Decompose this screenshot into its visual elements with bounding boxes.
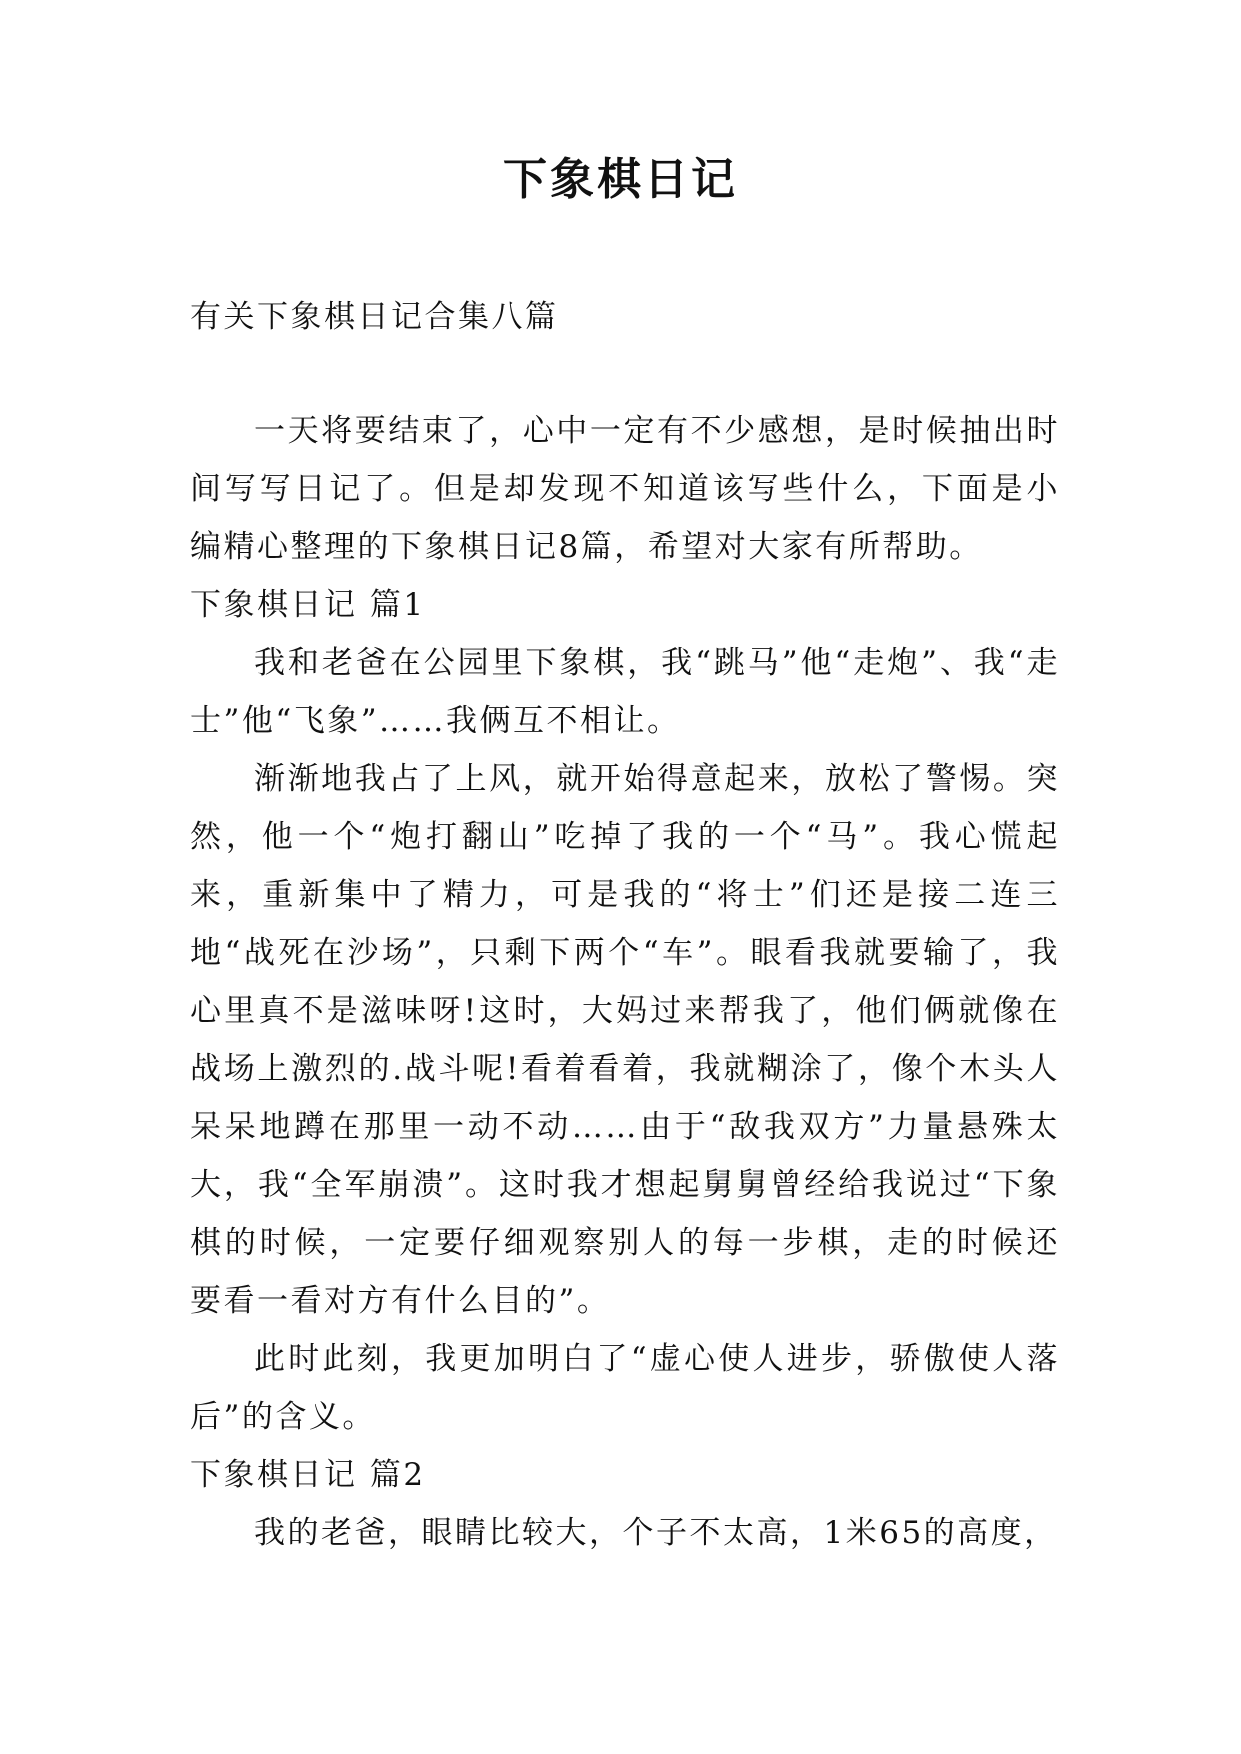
paragraph: 渐渐地我占了上风，就开始得意起来，放松了警惕。突然，他一个“炮打翻山”吃掉了我的一个“马”。我心慌起来，重新集中了精力，可是我的“将士”们还是接二连三地“战死在沙场”，只剩下两个“车”。眼看我就要输了，我心里真不是滋味呀!这时，大妈过来帮我了，他们俩就像在战场上激烈的.战斗呢!看着看着，我就糊涂了，像个木头人呆呆地蹲在那里一动不动……由于“敌我双方”力量悬殊太大，我“全军崩溃”。这时我才想起舅舅曾经给我说过“下象棋的时候，一定要仔细观察别人的每一步棋，走的时候还要看一看对方有什么目的”。 <box>190 761 1060 1319</box>
intro-paragraph: 一天将要结束了，心中一定有不少感想，是时候抽出时间写写日记了。但是却发现不知道该写些什么，下面是小编精心整理的下象棋日记8篇，希望对大家有所帮助。 <box>190 413 1060 565</box>
document-subtitle: 有关下象棋日记合集八篇 <box>190 299 559 335</box>
document-body <box>190 288 1060 1562</box>
section-heading: 下象棋日记 篇2 <box>190 1457 426 1493</box>
paragraph: 我和老爸在公园里下象棋，我“跳马”他“走炮”、我“走士”他“飞象”……我俩互不相让。 <box>190 645 1060 739</box>
paragraph: 我的老爸，眼睛比较大，个子不太高，1米65的高度， <box>254 1515 1058 1551</box>
section-heading: 下象棋日记 篇1 <box>190 587 426 623</box>
paragraph: 此时此刻，我更加明白了“虚心使人进步，骄傲使人落后”的含义。 <box>190 1341 1060 1435</box>
document-title: 下象棋日记 <box>503 154 738 205</box>
